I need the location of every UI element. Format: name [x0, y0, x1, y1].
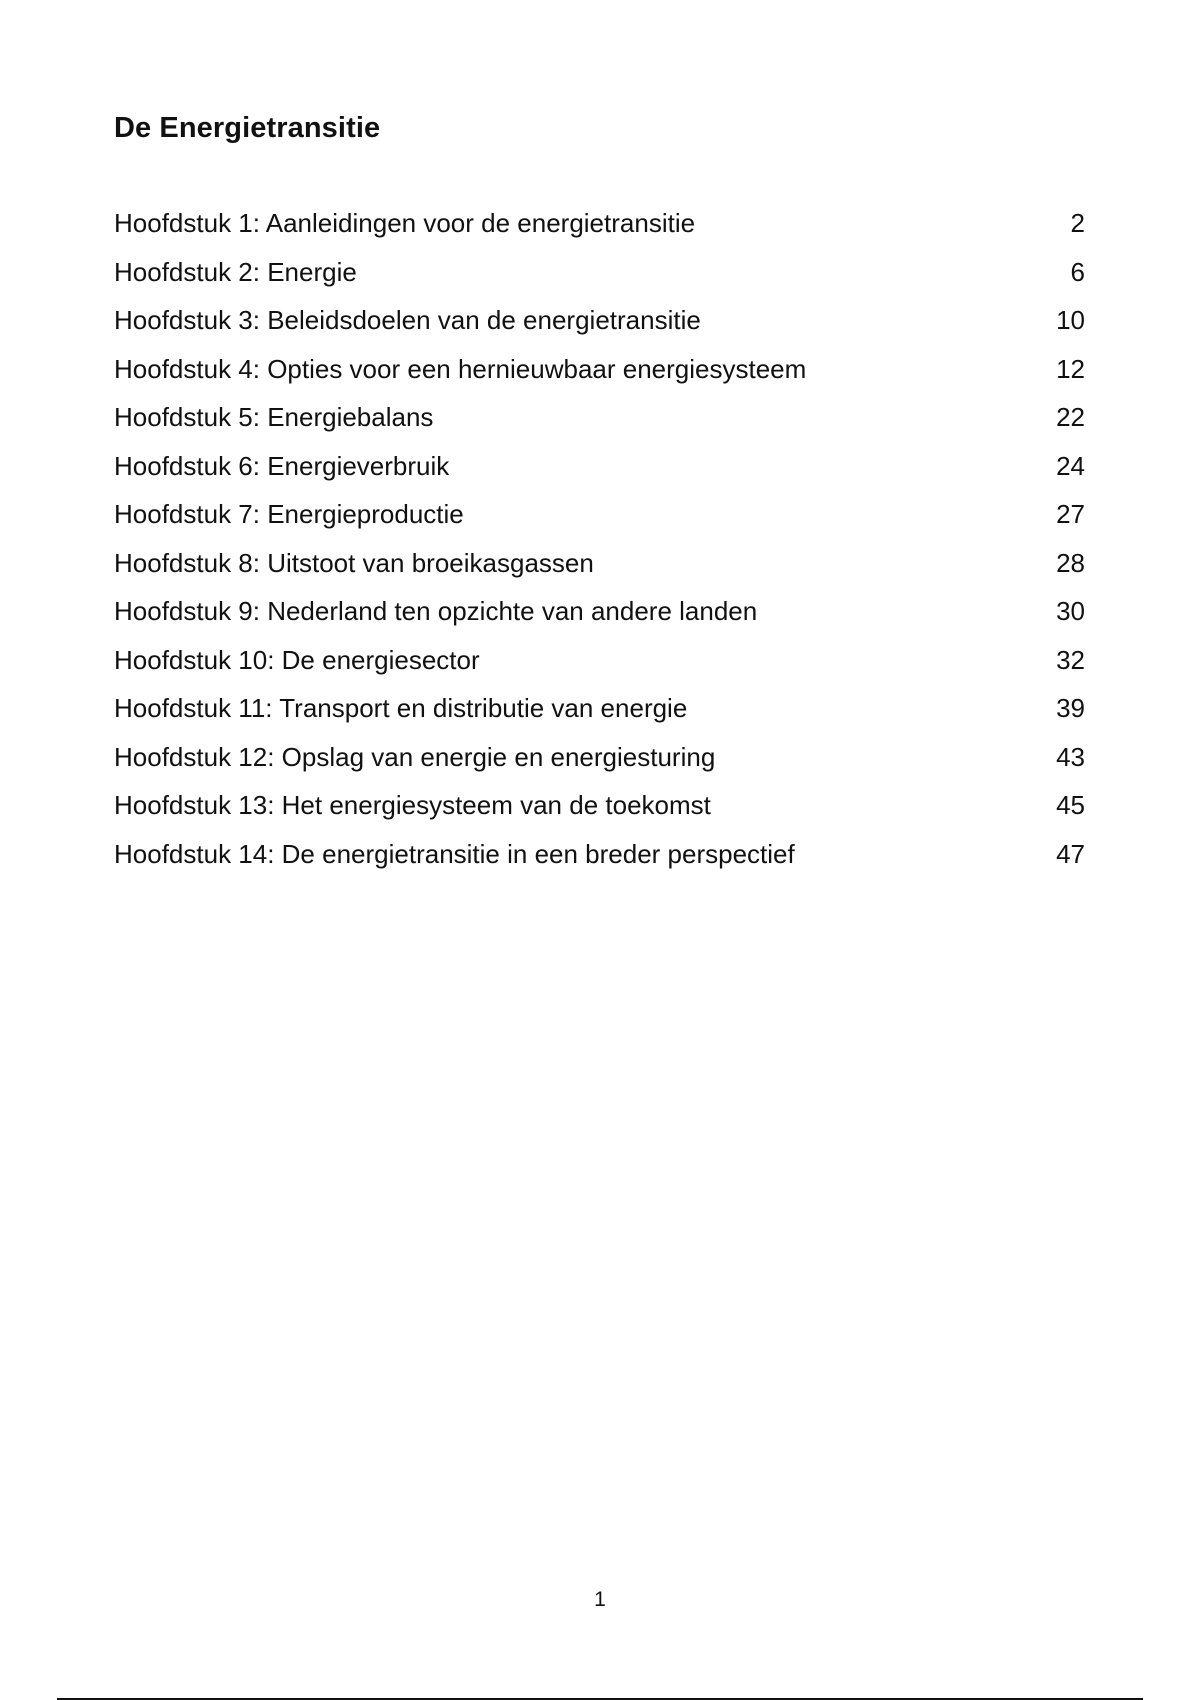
toc-entry-12[interactable]	[114, 737, 1085, 786]
toc-entry-page: 30	[1056, 596, 1085, 626]
page-title: De Energietransitie	[114, 112, 381, 144]
toc-entry-label: Hoofdstuk 7: Energieproductie	[114, 499, 464, 529]
toc-entry-3[interactable]	[114, 300, 1085, 349]
toc-entry-page: 39	[1056, 693, 1085, 723]
toc-entry-label: Hoofdstuk 14: De energietransitie in een breder perspectief	[114, 838, 795, 869]
toc-entry-label: Hoofdstuk 13: Het energiesysteem van de toekomst	[114, 790, 711, 820]
toc-entry-page: 43	[1056, 741, 1085, 772]
toc-entry-label: Hoofdstuk 2: Energie	[114, 256, 357, 287]
table-of-contents	[114, 203, 1085, 882]
toc-entry-13[interactable]	[114, 785, 1085, 834]
toc-entry-label: Hoofdstuk 11: Transport en distributie van energie	[114, 693, 688, 723]
toc-entry-8[interactable]	[114, 543, 1085, 592]
toc-entry-label: Hoofdstuk 4: Opties voor een hernieuwbaar energiesysteem	[114, 353, 807, 384]
page-number: 1	[594, 1588, 606, 1611]
toc-entry-page: 45	[1056, 790, 1085, 820]
toc-entry-page: 47	[1056, 838, 1085, 869]
toc-entry-label: Hoofdstuk 8: Uitstoot van broeikasgassen	[114, 547, 594, 578]
toc-entry-6[interactable]	[114, 446, 1085, 495]
toc-entry-page: 27	[1056, 499, 1085, 529]
toc-entry-14[interactable]	[114, 834, 1085, 883]
toc-entry-1[interactable]	[114, 203, 1085, 252]
toc-entry-label: Hoofdstuk 5: Energiebalans	[114, 402, 434, 432]
toc-entry-label: Hoofdstuk 9: Nederland ten opzichte van andere landen	[114, 596, 758, 626]
toc-entry-10[interactable]	[114, 640, 1085, 689]
toc-entry-11[interactable]	[114, 688, 1085, 737]
toc-entry-label: Hoofdstuk 1: Aanleidingen voor de energietransitie	[114, 208, 696, 238]
toc-entry-page: 10	[1056, 305, 1085, 335]
toc-entry-page: 6	[1070, 256, 1085, 287]
toc-entry-page: 12	[1056, 353, 1085, 384]
toc-entry-9[interactable]	[114, 591, 1085, 640]
toc-entry-label: Hoofdstuk 12: Opslag van energie en energiesturing	[114, 741, 716, 772]
toc-entry-2[interactable]	[114, 252, 1085, 301]
toc-entry-page: 24	[1056, 450, 1085, 481]
toc-entry-label: Hoofdstuk 3: Beleidsdoelen van de energietransitie	[114, 305, 701, 335]
toc-entry-4[interactable]	[114, 349, 1085, 398]
toc-entry-5[interactable]	[114, 397, 1085, 446]
toc-entry-7[interactable]	[114, 494, 1085, 543]
toc-entry-page: 2	[1070, 208, 1085, 238]
toc-entry-label: Hoofdstuk 6: Energieverbruik	[114, 450, 450, 481]
toc-entry-page: 32	[1056, 644, 1085, 675]
toc-entry-label: Hoofdstuk 10: De energiesector	[114, 644, 480, 675]
toc-entry-page: 22	[1056, 402, 1085, 432]
toc-entry-page: 28	[1056, 547, 1085, 578]
